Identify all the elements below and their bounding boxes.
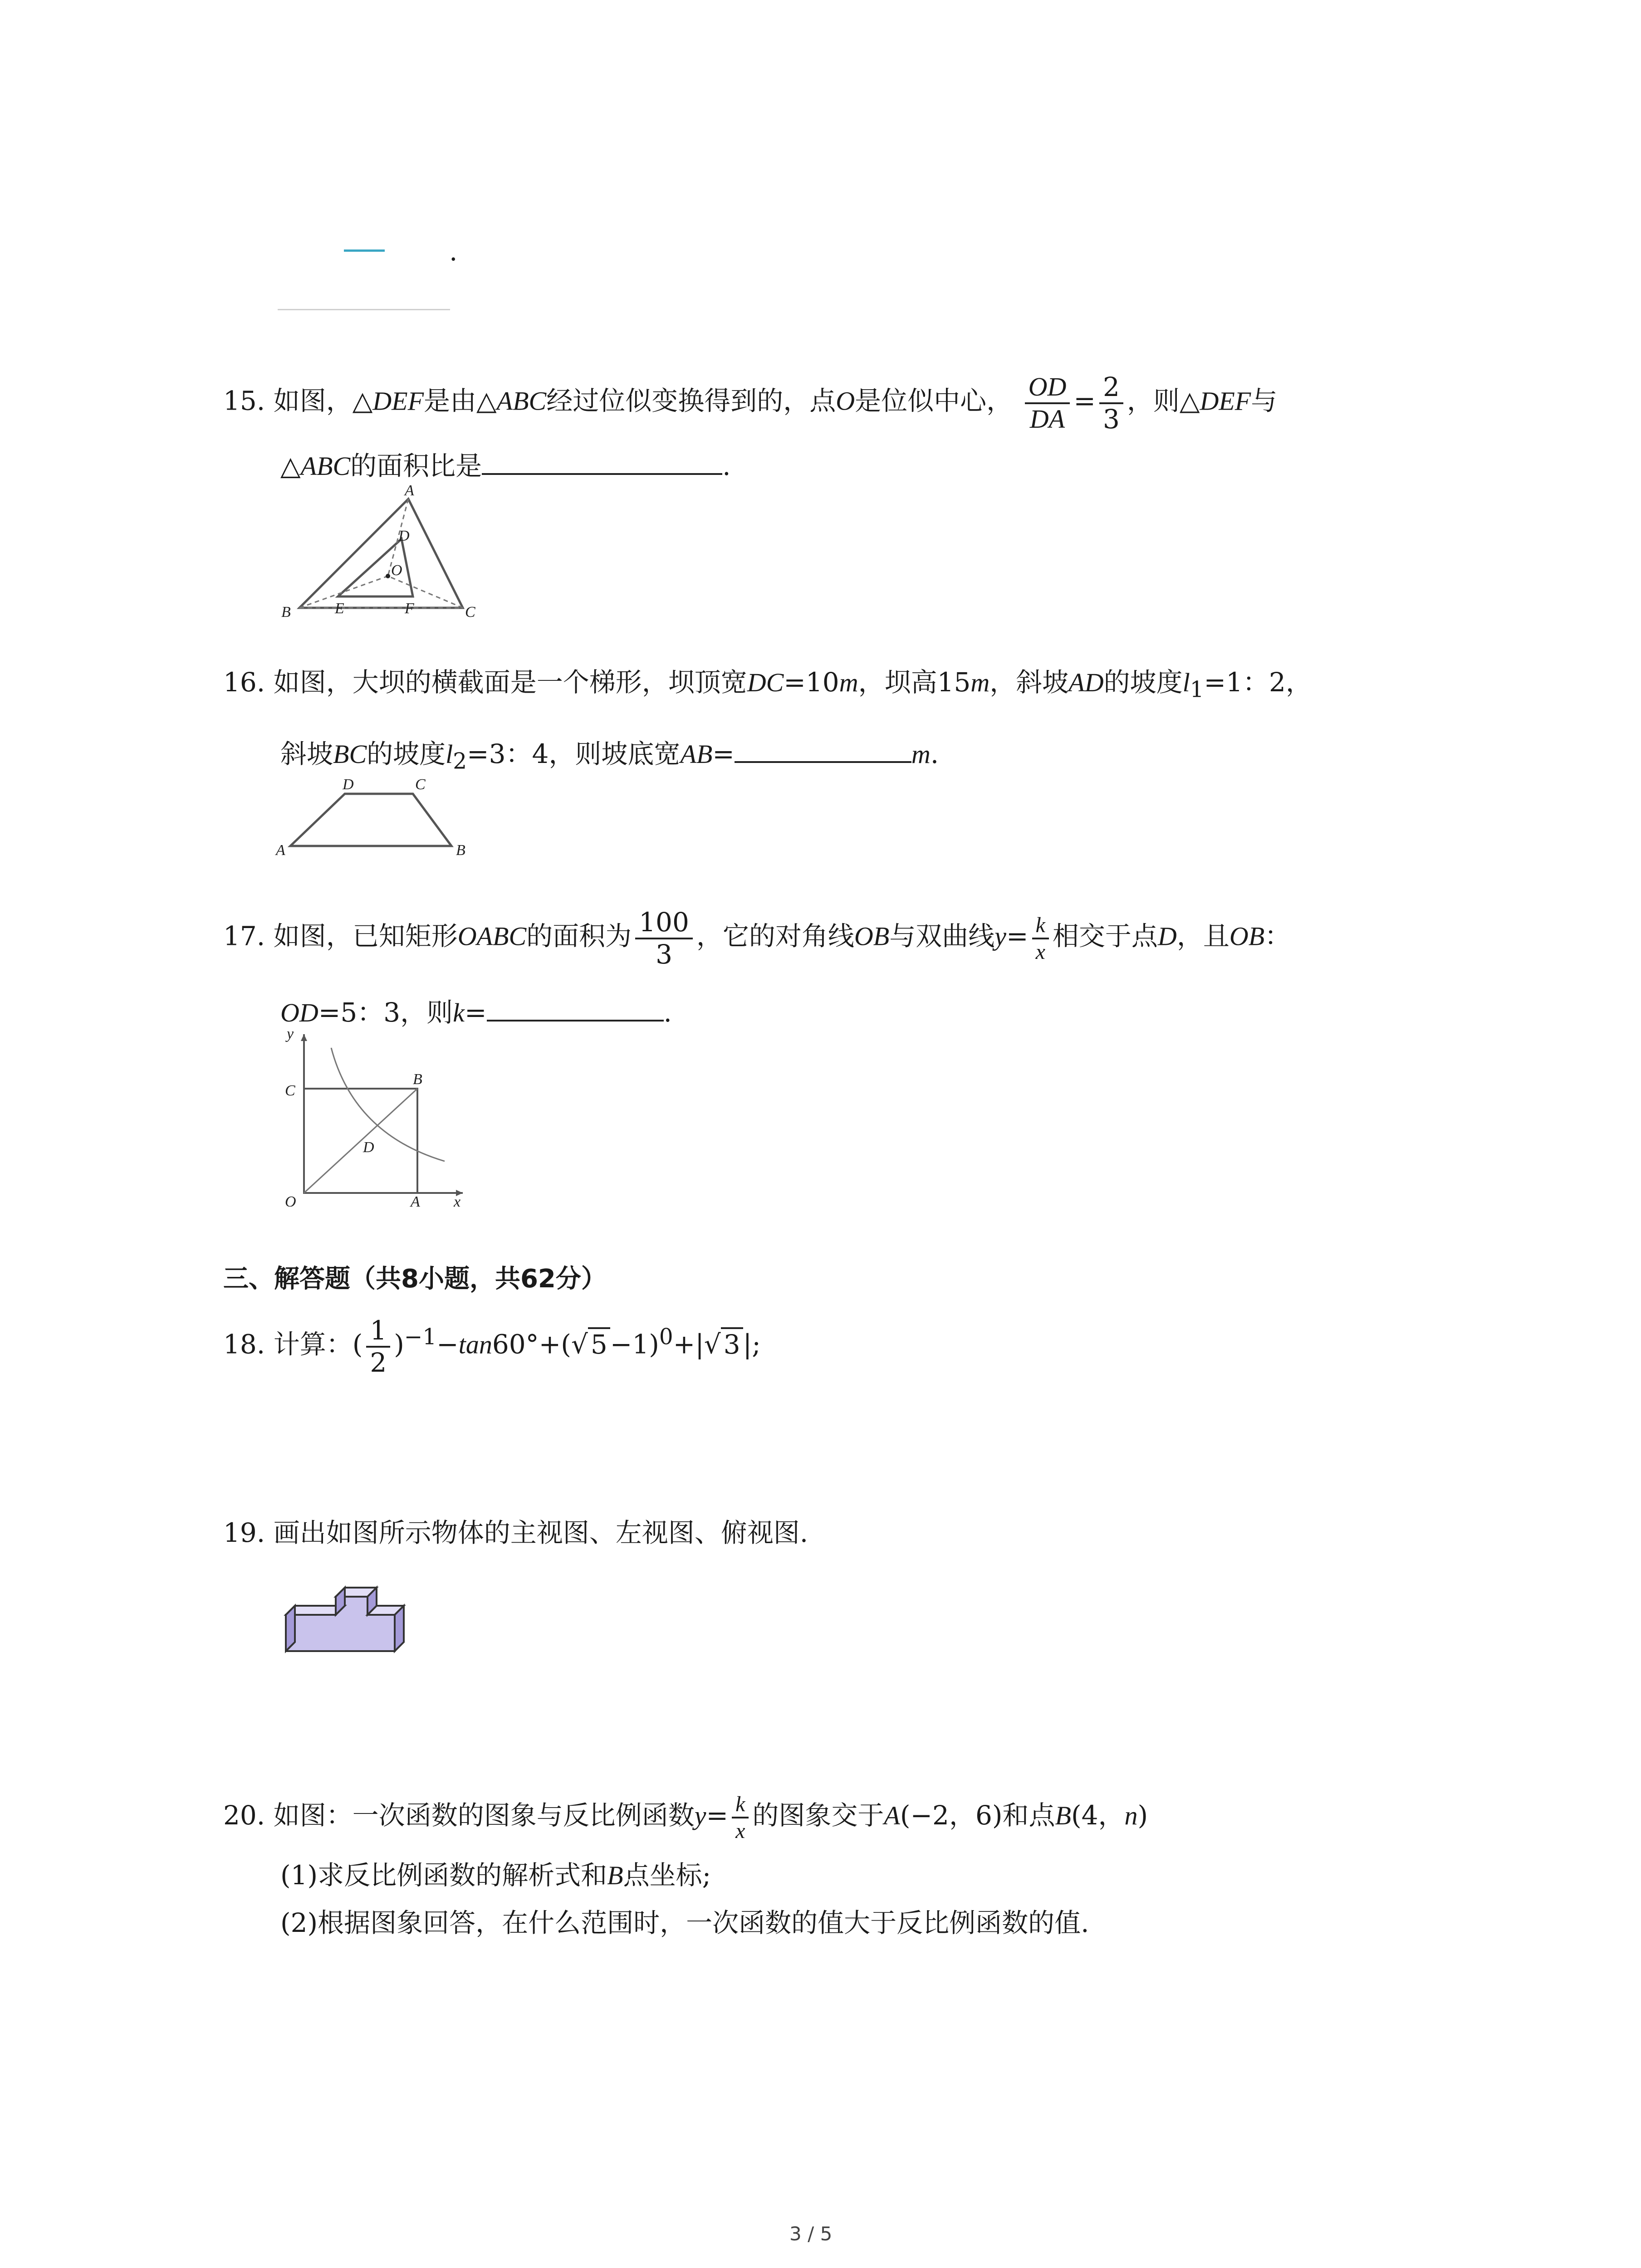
fraction-od-da: $\frac{OD}{DA}$ [1025,372,1070,434]
question-15-line-1: 15. 如图，△DEF是由△ABC经过位似变换得到的，点O是位似中心， $\frac{OD}{DA}$ = $\frac{2}{3}$ ，则△DEF与 [223,371,1278,435]
section-heading: 三、解答题（共8小题，共62分） [223,1264,607,1294]
question-16-line-1: 16. 如图，大坝的横截面是一个梯形，坝顶宽DC=10m，坝高15m，斜坡AD的坡度$l_1=1$：2， [223,667,1312,703]
question-number: 15. [223,385,265,416]
label-B: B [281,604,291,621]
label-C: C [415,776,426,793]
fraction-1-2: $\frac{1}{2}$ [366,1315,390,1378]
q17-rectangle-hyperbola-figure [272,1025,472,1207]
label-A: A [411,1193,420,1207]
fraction-100-3: $\frac{100}{3}$ [635,907,693,969]
page-number: 3 / 5 [789,2223,833,2245]
answer-blank[interactable] [735,735,911,763]
q15-triangle-figure [272,485,481,621]
fraction-k-x: $\frac{k}{x}$ [1032,913,1049,964]
label-x: x [454,1193,461,1207]
fragment-rule [278,309,450,310]
label-A: A [276,842,285,857]
question-16-line-2: 斜坡BC的坡度$l_2=3$：4，则坡底宽AB= m. [280,735,939,775]
label-O: O [285,1193,296,1207]
fraction-k-x: $\frac{k}{x}$ [732,1792,749,1843]
label-F: F [405,600,414,617]
label-C: C [465,604,475,621]
label-D: D [363,1139,374,1156]
question-19: 19. 画出如图所示物体的主视图、左视图、俯视图. [223,1517,808,1548]
label-O: O [391,562,402,579]
sqrt-5: √ 5 [571,1327,610,1360]
label-E: E [335,600,344,617]
question-20-part-2: (2)根据图象回答，在什么范围时，一次函数的值大于反比例函数的值. [280,1907,1089,1938]
label-D: D [343,776,354,793]
label-y: y [287,1026,294,1042]
question-17-line-2: OD=5：3，则k= . [280,993,672,1029]
fraction-2-3: $\frac{2}{3}$ [1099,372,1123,434]
label-C: C [285,1082,295,1099]
question-17-line-1: 17. 如图，已知矩形OABC的面积为 $\frac{100}{3}$ ，它的对角线OB与双曲线y= $\frac{k}{x}$ 相交于点D，且OB： [223,907,1291,970]
sqrt-3: √ 3 [704,1327,743,1360]
fragment-period: . [449,236,458,267]
question-20-part-1: (1)求反比例函数的解析式和B点坐标; [280,1860,711,1891]
q19-solid-figure [277,1560,422,1669]
label-D: D [398,528,410,544]
question-15-line-2: △ABC的面积比是 . [280,447,731,482]
label-B: B [456,842,465,857]
label-A: A [405,485,414,499]
answer-blank[interactable] [487,993,664,1022]
question-18: 18. 计算：( $\frac{1}{2}$ )$^{-1}$−tan60°+(√ 5 −1)$^0$+|√ 3 |; [223,1315,761,1378]
answer-blank[interactable] [482,447,722,475]
label-B: B [413,1071,422,1088]
q16-trapezoid-figure [272,776,481,857]
question-20-line-1: 20. 如图：一次函数的图象与反比例函数y= $\frac{k}{x}$ 的图象交于A(−2，6)和点B(4，n) [223,1792,1148,1843]
accent-dash [344,249,385,252]
